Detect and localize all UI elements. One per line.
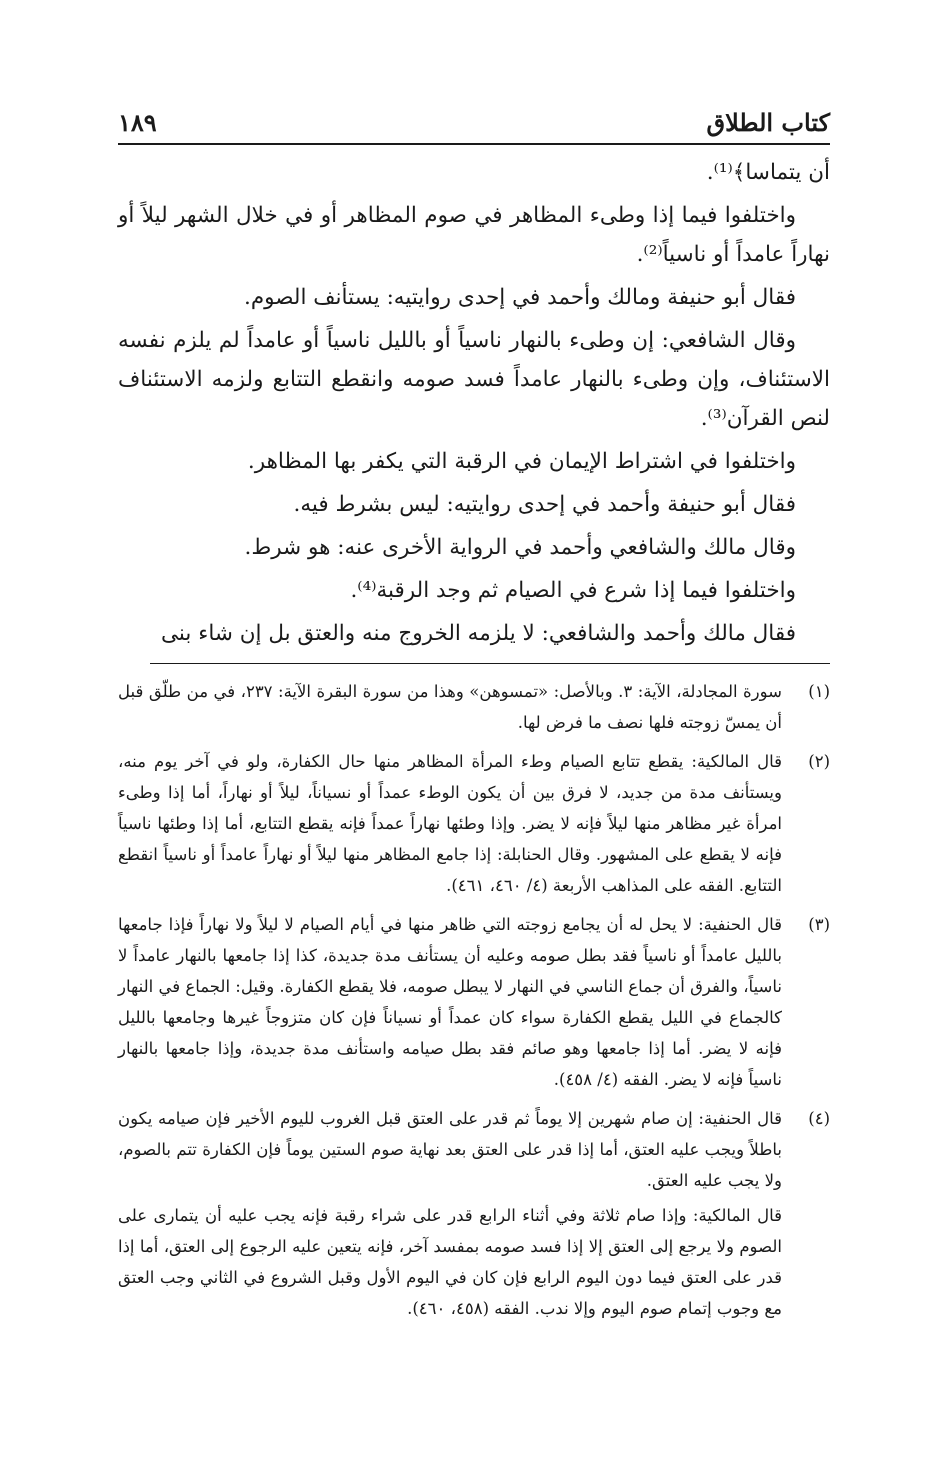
- footnote-number: (٣): [808, 915, 830, 934]
- footnote-text: قال الحنفية: إن صام شهرين إلا يوماً ثم قدر على العتق قبل الغروب لليوم الأخير فإن صيامه يكون باطلاً ويجب عليه العتق، أما إذا قدر على العتق بعد نهاية صوم الستين يوماً فإن الكفارة تتم بالصوم، ولا يجب عليه العتق.: [118, 1109, 782, 1190]
- footnotes: [118, 676, 830, 1328]
- text-paragraph: واختلفوا فيما إذا وطىء المظاهر في صوم المظاهر أو في خلال الشهر ليلاً أو نهاراً عامداً أو ناسياً⁽²⁾.: [118, 203, 830, 267]
- footnote-number: (٢): [808, 752, 830, 771]
- text-paragraph: فقال أبو حنيفة ومالك وأحمد في إحدى روايتيه: يستأنف الصوم.: [244, 285, 796, 310]
- book-page: [118, 108, 830, 1332]
- chapter-title: كتاب الطلاق: [706, 108, 830, 137]
- page-number: ١٨٩: [118, 108, 157, 137]
- footnote: [118, 1103, 830, 1328]
- text-paragraph: وقال الشافعي: إن وطىء بالنهار ناسياً أو بالليل ناسياً أو عامداً لم يلزم نفسه الاستئناف، وإن وطىء بالنهار عامداً فسد صومه وانقطع التتابع ولزمه الاستئناف لنص القرآن⁽³⁾.: [118, 328, 830, 431]
- footnote-text: قال الحنفية: لا يحل له أن يجامع زوجته التي ظاهر منها في أيام الصيام لا ليلاً ولا نهاراً فإذا جامعها بالليل عامداً أو ناسياً فقد بطل صومه وعليه أن يستأنف مدة جديدة، كذا إذا جامعها بالنهار عامداً لا ناسياً، والفرق أن جماع الناسي في النهار لا يبطل صومه، فلا يقطع الكفارة. وقيل: الجماع في النهار كالجماع في الليل يقطع الكفارة سواء كان عمداً أو نسياناً فإن كان متزوجاً غيرها وجامعها بالليل فإنه لا يضر. أما إذا جامعها وهو صائم فقد بطل صيامه واستأنف مدة جديدة، وإذا جامعها بالنهار ناسياً فإنه لا يضر. الفقه (٤/ ٤٥٨).: [118, 915, 782, 1089]
- running-header: [118, 108, 830, 145]
- text-paragraph: واختلفوا فيما إذا شرع في الصيام ثم وجد الرقبة⁽⁴⁾.: [350, 578, 796, 603]
- main-text: [118, 153, 830, 653]
- text-paragraph: واختلفوا في اشتراط الإيمان في الرقبة التي يكفر بها المظاهر.: [247, 449, 796, 474]
- footnote: [118, 676, 830, 742]
- text-paragraph: أن يتماسا﴾⁽¹⁾.: [706, 160, 830, 185]
- text-paragraph: فقال أبو حنيفة وأحمد في إحدى روايتيه: ليس بشرط فيه.: [293, 492, 796, 517]
- footnote: [118, 746, 830, 905]
- footnote-number: (٤): [808, 1109, 830, 1128]
- footnote: [118, 909, 830, 1099]
- text-paragraph: وقال مالك والشافعي وأحمد في الرواية الأخرى عنه: هو شرط.: [244, 535, 796, 560]
- footnote-divider: [150, 663, 830, 664]
- footnote-text: قال المالكية: يقطع تتابع الصيام وطء المرأة المظاهر منها حال الكفارة، ولو في آخر يوم منه، ويستأنف مدة من جديد، لا فرق بين أن يكون الوطء عمداً أو نسياناً، ليلاً أو نهاراً، أما إذا وطىء امرأة غير مظاهر منها ليلاً فإنه لا يضر. وإذا وطئها نهاراً عمداً فإنه يقطع التتابع، أما إذا وطئها ناسياً فإنه لا يقطع على المشهور. وقال الحنابلة: إذا جامع المظاهر منها ليلاً أو نهاراً عامداً أو ناسياً انقطع التتابع. الفقه على المذاهب الأربعة (٤/ ٤٦٠، ٤٦١).: [118, 752, 782, 895]
- footnote-text: سورة المجادلة، الآية: ٣. وبالأصل: «تمسوهن» وهذا من سورة البقرة الآية: ٢٣٧، في من طلّق قبل أن يمسّ زوجته فلها نصف ما فرض لها.: [118, 682, 782, 732]
- text-paragraph: فقال مالك وأحمد والشافعي: لا يلزمه الخروج منه والعتق بل إن شاء بنى: [160, 621, 796, 646]
- footnote-number: (١): [808, 682, 830, 701]
- footnote-text: قال المالكية: وإذا صام ثلاثة وفي أثناء الرابع قدر على شراء رقبة فإنه يجب عليه أن يتمارى على الصوم ولا يرجع إلى العتق إلا إذا فسد صومه بمفسد آخر، فإنه يتعين عليه الرجوع إلى العتق، أما إذا قدر على العتق فيما دون اليوم الرابع فإن كان في اليوم الأول وقبل الشروع في الثاني وجب العتق مع وجوب إتمام صوم اليوم وإلا ندب. الفقه (٤٥٨، ٤٦٠).: [118, 1206, 782, 1318]
